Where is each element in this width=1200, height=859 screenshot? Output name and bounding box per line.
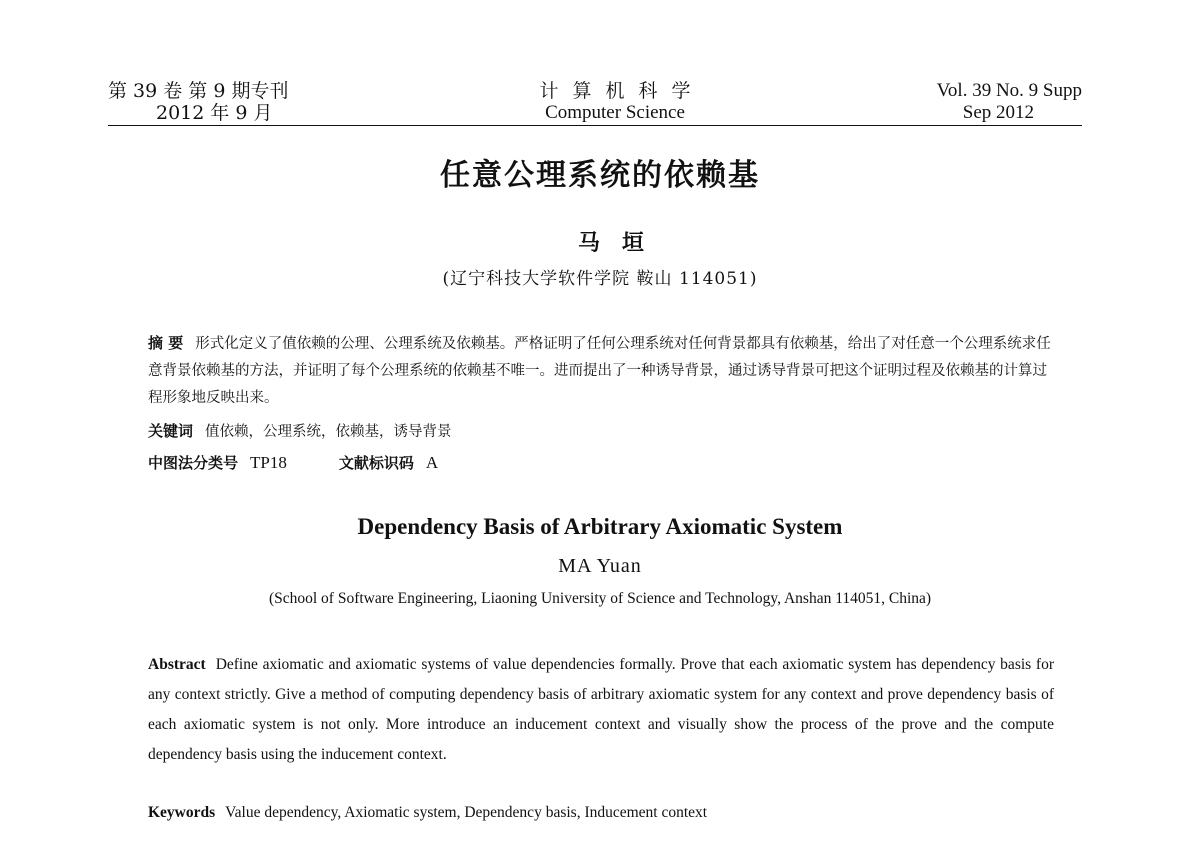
- header-rule: [108, 125, 1082, 126]
- keywords-cn: [148, 420, 452, 441]
- author-en: MA Yuan: [558, 555, 642, 577]
- journal-name-en: Computer Science: [545, 102, 685, 123]
- abstract-en: [148, 650, 1054, 770]
- paper-title-en: Dependency Basis of Arbitrary Axiomatic System: [357, 514, 843, 539]
- publication-date-cn: 2012 年 9 月: [156, 102, 273, 124]
- doc-code-label: 文献标识码: [338, 454, 414, 472]
- volume-issue: 第 39 卷 第 9 期专刊: [108, 80, 289, 102]
- paper-title-cn: 任意公理系统的依赖基: [440, 158, 760, 193]
- abstract-cn: [148, 330, 1054, 412]
- classification-row: [148, 452, 438, 473]
- author-cn: 马垣: [577, 231, 666, 256]
- abstract-text-cn: 形式化定义了值依赖的公理、公理系统及依赖基。严格证明了任何公理系统对任何背景都具有依赖基，给出了对任意一个公理系统求任意背景依赖基的方法，并证明了每个公理系统的依赖基不唯一。进而提出了一种诱导背景，通过诱导背景可把这个证明过程及依赖基的计算过程形象地反映出来。: [148, 336, 1051, 406]
- journal-volume-info-en: [937, 80, 1082, 124]
- clc-value: TP18: [250, 453, 287, 472]
- journal-name-cn: 计算机科学: [539, 80, 705, 102]
- keywords-label-cn: 关键词: [148, 422, 194, 440]
- keywords-label-en: Keywords: [148, 804, 216, 821]
- journal-name: [500, 80, 730, 124]
- doc-code-value: A: [425, 453, 439, 472]
- affiliation-en: (School of Software Engineering, Liaoning University of Science and Technology, Anshan 114051, China): [268, 590, 932, 607]
- abstract-text-en: Define axiomatic and axiomatic systems of value dependencies formally. Prove that each axiomatic system has dependency basis for any context strictly. Give a method of computing dependency basis of arbitrary axiomatic system for any context and prove dependency basis of each axiomatic system is not only. More introduce an inducement context and visually show the process of the prove and the compute dependency basis using the inducement context.: [148, 656, 1054, 763]
- clc-label: 中图法分类号: [148, 454, 239, 472]
- abstract-label-en: Abstract: [148, 656, 206, 673]
- publication-date-en: Sep 2012: [962, 102, 1034, 123]
- affiliation-cn: (辽宁科技大学软件学院 鞍山 114051): [442, 269, 758, 289]
- keywords-text-en: Value dependency, Axiomatic system, Dependency basis, Inducement context: [225, 804, 708, 821]
- abstract-label-cn: 摘 要: [148, 334, 184, 352]
- keywords-text-cn: 值依赖，公理系统，依赖基，诱导背景: [205, 424, 452, 440]
- journal-volume-info: [108, 80, 288, 124]
- keywords-en: [148, 804, 707, 822]
- volume-issue-en: Vol. 39 No. 9 Supp: [936, 80, 1082, 101]
